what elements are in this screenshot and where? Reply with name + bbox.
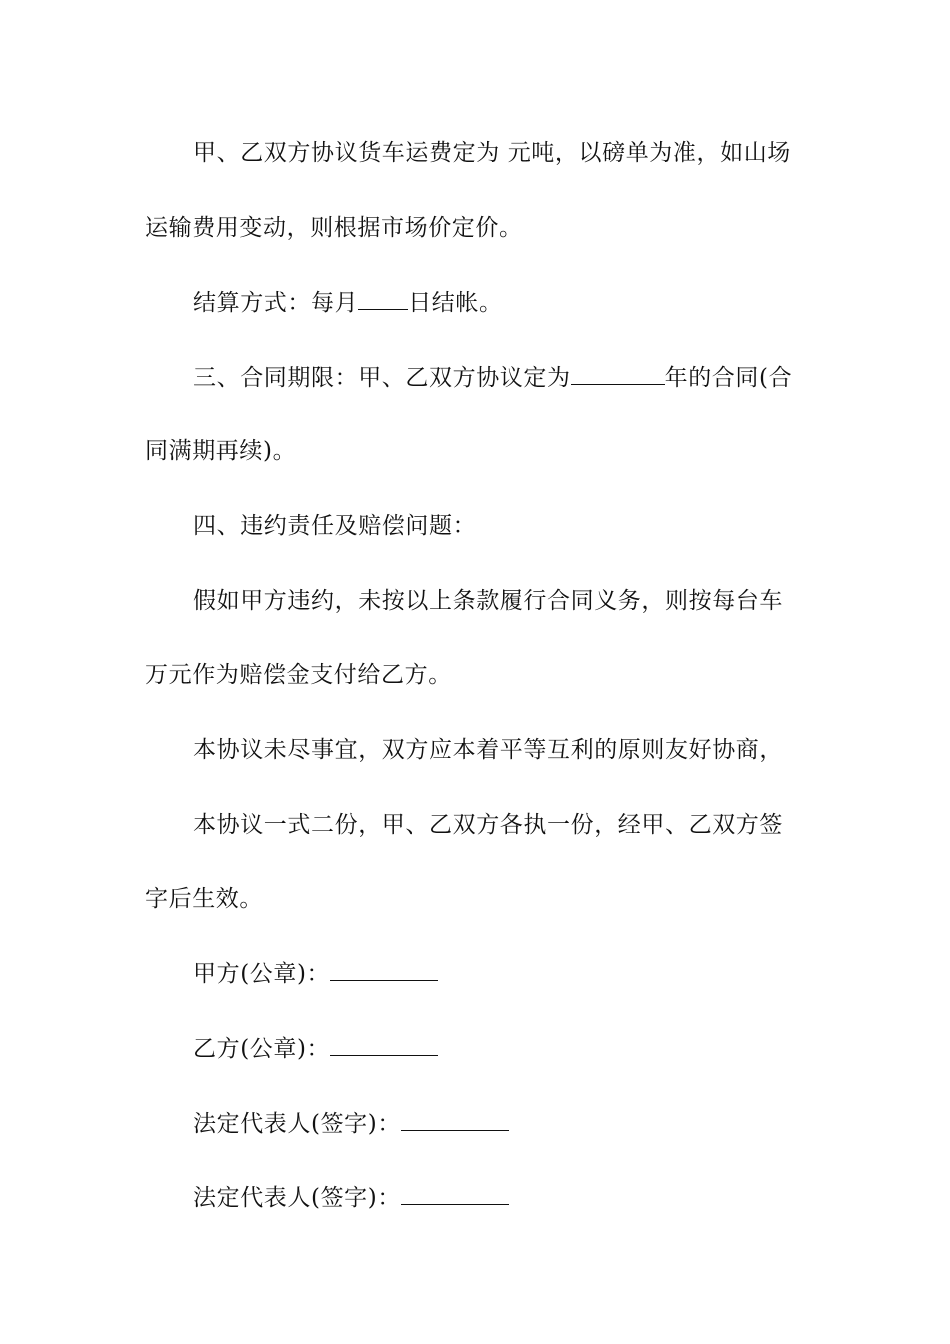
blank-line: [571, 362, 665, 385]
signature-party-b-seal: [193, 1033, 810, 1064]
text-span: 万元作为赔偿金支付给乙方。: [145, 662, 452, 688]
paragraph-contract-term-line-2: [145, 436, 810, 466]
text-span: 本协议一式二份，甲、乙双方各执一份，经甲、乙双方签: [193, 812, 783, 838]
text-span: 甲、乙双方协议货车运费定为 元吨，以磅单为准，如山场: [193, 140, 791, 166]
text-span: 年的合同(合: [664, 365, 793, 391]
text-span: 甲方(公章)：: [193, 961, 331, 987]
text-span: 同满期再续)。: [145, 438, 297, 464]
paragraph-copies-line-1: [193, 810, 810, 840]
signature-blank: [401, 1108, 509, 1131]
signature-blank: [401, 1182, 509, 1205]
text-span: 法定代表人(签字)：: [193, 1185, 401, 1211]
signature-legal-rep-a: [193, 1108, 810, 1139]
paragraph-freight-rate-line-1: [193, 138, 810, 168]
text-span: 三、合同期限：甲、乙双方协议定为: [193, 365, 571, 391]
section-heading-breach: [193, 511, 810, 541]
signature-blank: [330, 1033, 438, 1056]
text-span: 本协议未尽事宜，双方应本着平等互利的原则友好协商，: [193, 737, 783, 763]
paragraph-breach-line-1: [193, 586, 810, 616]
text-span: 法定代表人(签字)：: [193, 1111, 401, 1137]
paragraph-freight-rate-line-2: [145, 213, 810, 243]
text-span: 日结帐。: [408, 290, 503, 316]
signature-party-a-seal: [193, 958, 810, 989]
blank-line: [358, 287, 408, 310]
text-span: 假如甲方违约，未按以上条款履行合同义务，则按每台车: [193, 588, 783, 614]
signature-legal-rep-b: [193, 1182, 810, 1213]
text-span: 乙方(公章)：: [193, 1036, 331, 1062]
paragraph-breach-line-2: [145, 660, 810, 690]
text-span: 运输费用变动，则根据市场价定价。: [145, 215, 523, 241]
paragraph-copies-line-2: [145, 884, 810, 914]
paragraph-settlement-method: [193, 287, 810, 318]
text-span: 结算方式：每月: [193, 290, 359, 316]
text-span: 字后生效。: [145, 886, 263, 912]
paragraph-unsettled-matters: [193, 735, 810, 765]
signature-blank: [330, 958, 438, 981]
text-span: 四、违约责任及赔偿问题：: [193, 513, 477, 539]
paragraph-contract-term-line-1: [193, 362, 810, 393]
